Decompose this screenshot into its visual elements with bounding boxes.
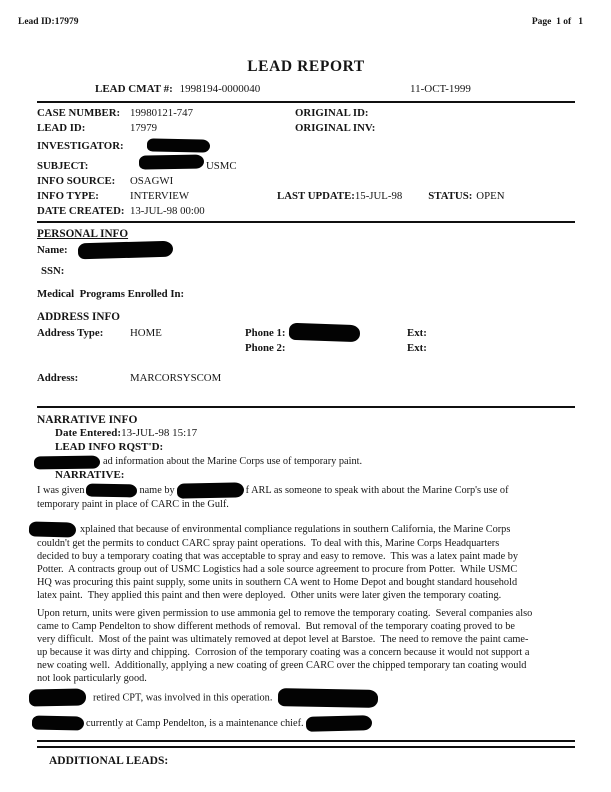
narrative-label: NARRATIVE: (55, 468, 125, 481)
name-row (37, 242, 575, 258)
info-source-value: OSAGWI (130, 174, 174, 187)
narrative-paragraph-3 (37, 607, 533, 685)
lead-id-value: 17979 (130, 122, 157, 135)
cmat-label: LEAD CMAT #: (95, 83, 173, 95)
subject-suffix: USMC (206, 159, 237, 172)
personal-info-heading: PERSONAL INFO (37, 228, 129, 241)
narrative-info-heading: NARRATIVE INFO (37, 414, 138, 427)
paragraph4-text: retired CPT, was involved in this operation. (93, 691, 273, 703)
section-divider-top (37, 101, 575, 103)
date-created-value: 13-JUL-98 00:00 (130, 205, 205, 218)
table-row-case-number (37, 106, 575, 121)
phone2-row (37, 341, 575, 356)
header-lead-id-label: Lead ID: (18, 17, 55, 27)
date-entered-value: 13-JUL-98 15:17 (121, 427, 198, 440)
date-entered-row (55, 426, 575, 440)
phone2-label: Phone 2: (245, 342, 286, 355)
original-inv-label: ORIGINAL INV: (295, 122, 376, 135)
name-label: Name: (37, 243, 68, 256)
subject-label: SUBJECT: (37, 159, 89, 172)
narrative-paragraph-1 (37, 483, 523, 511)
status-label: STATUS: (428, 190, 473, 203)
status-value: OPEN (476, 190, 505, 203)
paragraph5-text: currently at Camp Pendelton, is a maintenance chief. (86, 717, 304, 729)
redaction-p1-source (176, 482, 243, 498)
paragraph1-seg3: f ARL as someone to speak with about the Marine Corp's use of temporary paint in place of CARC in the Gulf. (37, 484, 512, 510)
case-number-value: 19980121-747 (130, 107, 193, 119)
ext1-label: Ext: (407, 326, 427, 339)
redaction-subject (139, 154, 204, 169)
page-header (18, 17, 583, 27)
last-update-label: LAST UPDATE: (277, 190, 355, 203)
redaction-phone1 (288, 323, 360, 342)
info-source-label: INFO SOURCE: (37, 174, 116, 187)
original-id-label: ORIGINAL ID: (295, 107, 369, 119)
address-row (37, 371, 575, 386)
lead-id-label: LEAD ID: (37, 122, 86, 135)
investigator-label: INVESTIGATOR: (37, 140, 124, 153)
narrative-paragraph-5 (37, 716, 533, 731)
personal-info-section (37, 227, 575, 385)
address-type-label: Address Type: (37, 326, 104, 339)
narrative-info-section (37, 414, 575, 730)
address-type-row (37, 324, 575, 341)
address-type-value: HOME (130, 326, 162, 339)
cmat-value: 1998194-0000040 (179, 83, 261, 95)
narrative-paragraph-4 (37, 689, 533, 707)
table-row-info-type (37, 189, 575, 204)
table-row-date-created (37, 204, 575, 219)
redaction-investigator (147, 139, 210, 153)
table-row-investigator (37, 136, 575, 154)
narrative-paragraph-2 (37, 522, 533, 602)
date-created-label: DATE CREATED: (37, 205, 125, 218)
table-row-subject (37, 155, 575, 174)
phone1-label: Phone 1: (245, 326, 286, 339)
header-lead-id (18, 17, 78, 27)
case-number-label: CASE NUMBER: (37, 107, 121, 119)
date-entered-label: Date Entered: (55, 427, 122, 440)
cmat-row (37, 83, 575, 98)
redaction-p4-tail (278, 688, 378, 708)
address-info-heading: ADDRESS INFO (37, 310, 120, 323)
redaction-p2-start (29, 521, 76, 537)
table-row-lead-id (37, 121, 575, 136)
lead-info-text: ad information about the Marine Corps use of temporary paint. (103, 456, 363, 468)
info-type-value: INTERVIEW (130, 190, 190, 203)
paragraph2-text: xplained that because of environmental compliance regulations in southern California, the Marine Corps couldn't get the permits to conduct CARC spray paint operations. To deal with this, Marine Corps Headquarters decided to buy a temporary coating that was acceptable to spray and easy to remove. This was a latex paint made by Potter. A contracts group out of USMC Logistics had a sole source agreement to procure from Potter. While USMC HQ was procuring this paint supply, some units in southern CA went to Home Depot and bought standard household latex paint. They applied this paint and then were deployed. Other units were later given the temporary coating. (37, 523, 521, 601)
page-indicator: Page 1 of 1 (531, 17, 583, 27)
redaction-name (77, 241, 172, 260)
summary-table (37, 106, 575, 219)
redaction-p1-name (86, 483, 137, 497)
address-value: MARCORSYSCOM (130, 371, 222, 384)
section-divider-additional (37, 740, 575, 748)
additional-leads-heading: ADDITIONAL LEADS: (49, 754, 169, 767)
header-lead-id-value: 17979 (54, 17, 79, 27)
paragraph3-text: Upon return, units were given permission to use ammonia gel to remove the temporary coating. Several companies also came to Camp Pendelton to show different methods of removal. But removal of the temporary coating proved to be very difficult. Most of the paint was ultimately removed at depot level at Barstoe. The need to remove the paint came-up because it was dirty and chipping. Corrosion of the temporary coating was a concern because it would not support a new coating well. Additionally, applying a new coating of green CARC over the chipped temporary tan coating would not look particularly good. (37, 607, 535, 684)
paragraph1-seg1: I was given (37, 484, 85, 496)
phone1-cell (245, 324, 407, 341)
paragraph1-seg2: name by (139, 484, 175, 496)
redaction-p5-tail (305, 715, 371, 732)
section-divider-summary (37, 221, 575, 223)
medical-programs-label: Medical Programs Enrolled In: (37, 288, 185, 301)
table-row-info-source (37, 174, 575, 189)
ssn-label: SSN: (41, 264, 65, 277)
document-title: LEAD REPORT (247, 58, 365, 75)
last-update-value: 15-JUL-98 (354, 190, 403, 203)
redaction-lead-info (34, 455, 100, 469)
redaction-p5-name (32, 716, 84, 731)
redaction-p4-name (29, 689, 86, 707)
address-label: Address: (37, 371, 79, 384)
lead-info-rqstd-label: LEAD INFO RQST'D: (55, 441, 164, 454)
info-type-label: INFO TYPE: (37, 190, 99, 203)
ext2-label: Ext: (407, 342, 427, 355)
report-date: 11-OCT-1999 (410, 83, 471, 95)
section-divider-personal (37, 406, 575, 408)
